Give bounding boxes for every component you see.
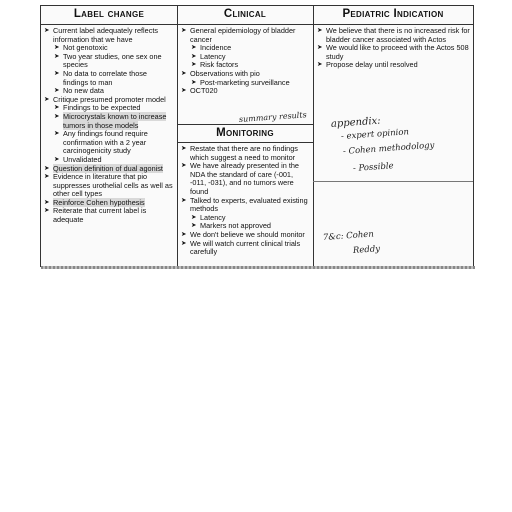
handwritten-appendix-line-3: - Possible bbox=[352, 161, 394, 174]
list-item bbox=[44, 173, 174, 199]
list-item-text: We believe that there is no increased risk for bladder cancer associated with Actos bbox=[326, 26, 470, 44]
monitoring-title-divider bbox=[177, 142, 313, 143]
monitoring-title: Monitoring bbox=[216, 127, 274, 139]
list-item bbox=[317, 44, 471, 61]
list-item bbox=[317, 61, 471, 70]
list-item-text: We would like to proceed with the Actos 508 study bbox=[326, 43, 469, 61]
strategy-table bbox=[40, 5, 474, 267]
list-item bbox=[44, 207, 174, 224]
list-item-text: No data to correlate those findings to man bbox=[63, 68, 147, 87]
list-item-text: Risk factors bbox=[200, 60, 239, 70]
list-item-text: Incidence bbox=[200, 43, 232, 53]
list-item bbox=[44, 53, 174, 70]
handwritten-summary-results: summary results bbox=[238, 110, 307, 124]
list-item-text: We will watch current clinical trials carefully bbox=[190, 238, 301, 257]
list-item-text: Current label adequately reflects information that we have bbox=[53, 26, 159, 44]
list-item-text: Unvalidated bbox=[63, 154, 102, 164]
list-item-text: General epidemiology of bladder cancer bbox=[190, 26, 296, 44]
list-item-text: Reinforce Cohen hypothesis bbox=[53, 197, 145, 207]
list-item-text: Restate that there are no findings which suggest a need to monitor bbox=[190, 144, 298, 162]
clinical-title: Clinical bbox=[223, 8, 267, 20]
list-item-text: Two year studies, one sex one species bbox=[63, 51, 162, 70]
list-item-text: Findings to be expected bbox=[63, 103, 141, 113]
label-change-list bbox=[44, 27, 174, 225]
list-item-text: Not genotoxic bbox=[63, 43, 108, 53]
list-item bbox=[181, 197, 309, 214]
handwritten-appendix-line-2: - Cohen methodology bbox=[342, 140, 435, 157]
handwritten-appendix-heading: appendix: bbox=[330, 115, 381, 130]
list-item bbox=[181, 145, 309, 162]
pediatric-title: Pediatric Indication bbox=[342, 8, 444, 20]
list-item-text: Critique presumed promoter model bbox=[53, 94, 166, 104]
handwritten-note-2: Reddy bbox=[352, 244, 381, 256]
list-item bbox=[44, 70, 174, 87]
monitoring-list bbox=[181, 145, 309, 257]
list-item bbox=[181, 162, 309, 196]
list-item-text: Observations with pio bbox=[190, 68, 260, 78]
handwritten-note-1: 7&c: Cohen bbox=[322, 229, 375, 243]
list-item-text: Reiterate that current label is adequate bbox=[53, 206, 147, 225]
list-item bbox=[181, 87, 309, 96]
list-item-text: Microcrystals known to increase tumors in those models bbox=[63, 111, 167, 130]
list-item-text: Latency bbox=[200, 212, 226, 222]
list-item-text: Any findings found require confirmation with a 2 year carcinogenicity study bbox=[63, 129, 148, 156]
list-item-text: Markers not approved bbox=[200, 221, 271, 231]
list-item-text: Talked to experts, evaluated existing methods bbox=[190, 195, 308, 214]
list-item-text: No new data bbox=[63, 86, 104, 96]
list-item-text: We don't believe we should monitor bbox=[190, 229, 305, 239]
pediatric-list bbox=[317, 27, 471, 70]
list-item-text: Post-marketing surveillance bbox=[200, 77, 290, 87]
list-item-text: OCT020 bbox=[190, 86, 218, 96]
list-item bbox=[44, 27, 174, 44]
list-item bbox=[181, 240, 309, 257]
list-item bbox=[44, 130, 174, 156]
list-item-text: Latency bbox=[200, 51, 226, 61]
clinical-monitoring-divider bbox=[177, 124, 313, 125]
pediatric-divider bbox=[313, 181, 473, 182]
header-divider bbox=[41, 24, 473, 25]
list-item bbox=[317, 27, 471, 44]
list-item bbox=[181, 27, 309, 44]
sheet-bottom-edge bbox=[41, 266, 475, 269]
list-item-text: Evidence in literature that pio suppresses urothelial cells as well as other cell types bbox=[53, 172, 173, 199]
column-divider-2 bbox=[313, 6, 314, 266]
label-change-title: Label change bbox=[73, 8, 145, 20]
list-item-text: We have already presented in the NDA the standard of care (-001, -011, -031), and no tumors were found bbox=[190, 161, 299, 196]
clinical-list bbox=[181, 27, 309, 96]
list-item-text: Question definition of dual agonist bbox=[53, 163, 163, 173]
list-item-text: Propose delay until resolved bbox=[326, 60, 418, 70]
list-item bbox=[44, 113, 174, 130]
handwritten-appendix-line-1: - expert opinion bbox=[340, 127, 410, 142]
